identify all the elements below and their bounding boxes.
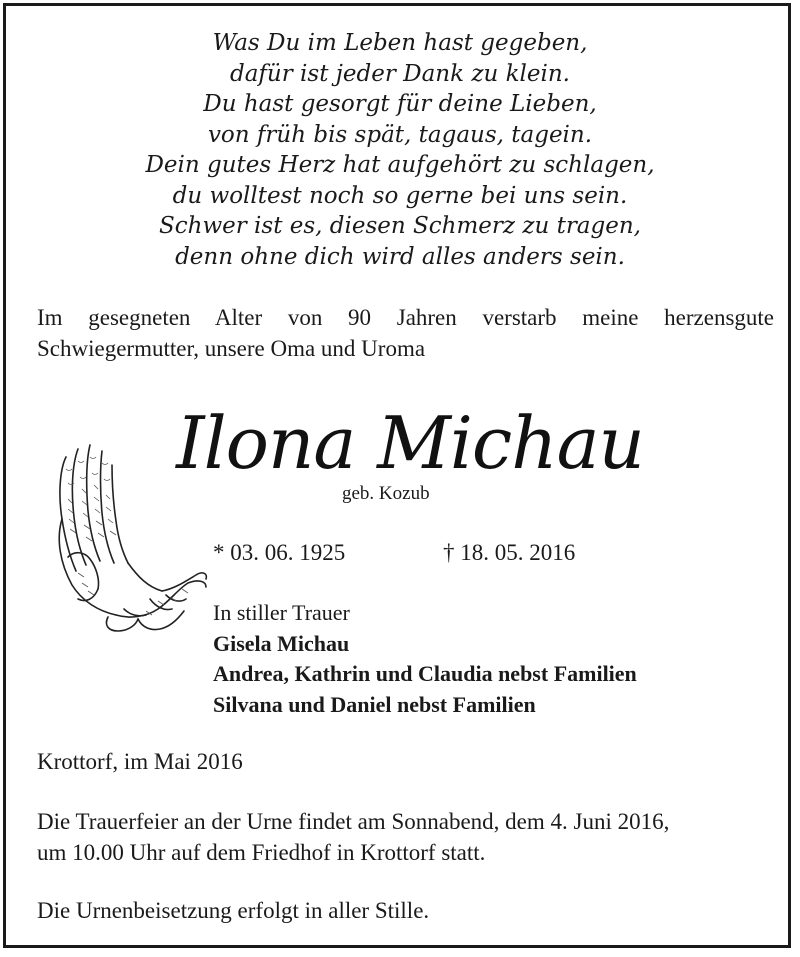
death-date: † 18. 05. 2016 (443, 540, 576, 565)
burial-note: Die Urnenbeisetzung erfolgt in aller Stille. (37, 898, 430, 923)
mourner-name: Andrea, Kathrin und Claudia nebst Familien (213, 661, 637, 686)
place-date: Krottorf, im Mai 2016 (37, 749, 243, 774)
poem-line: Dein gutes Herz hat aufgehört zu schlagen, (145, 152, 655, 178)
ceremony-info (37, 806, 777, 868)
intro-text: Im gesegneten Alter von 90 Jahren verstarb meine herzensgute Schwiegermutter, unsere Oma und Uroma (37, 305, 774, 361)
mourners-heading: In stiller Trauer (213, 600, 350, 625)
mourners-block (213, 598, 637, 720)
poem-line: denn ohne dich wird alles anders sein. (175, 243, 625, 270)
poem-line: Du hast gesorgt für deine Lieben, (203, 91, 597, 117)
poem-line: dafür ist jeder Dank zu klein. (229, 60, 570, 87)
mourner-name: Gisela Michau (213, 630, 350, 656)
mourner-name: Silvana und Daniel nebst Familien (213, 691, 536, 717)
poem-line: von früh bis spät, tagaus, tagein. (207, 121, 593, 148)
ceremony-line: um 10.00 Uhr auf dem Friedhof in Krottorf statt. (37, 840, 486, 865)
poem-line: Was Du im Leben hast gegeben, (212, 30, 588, 56)
obituary-frame (3, 3, 791, 948)
poem (6, 28, 794, 272)
poem-line: Schwer ist es, diesen Schmerz zu tragen, (159, 213, 641, 239)
maiden-name: geb. Kozub (342, 483, 430, 504)
ceremony-line: Die Trauerfeier an der Urne findet am Sonnabend, dem 4. Juni 2016, (37, 809, 670, 834)
birth-date: * 03. 06. 1925 (213, 540, 346, 565)
deceased-name: Ilona Michau (176, 401, 644, 485)
poem-line: du wolltest noch so gerne bei uns sein. (172, 182, 628, 209)
